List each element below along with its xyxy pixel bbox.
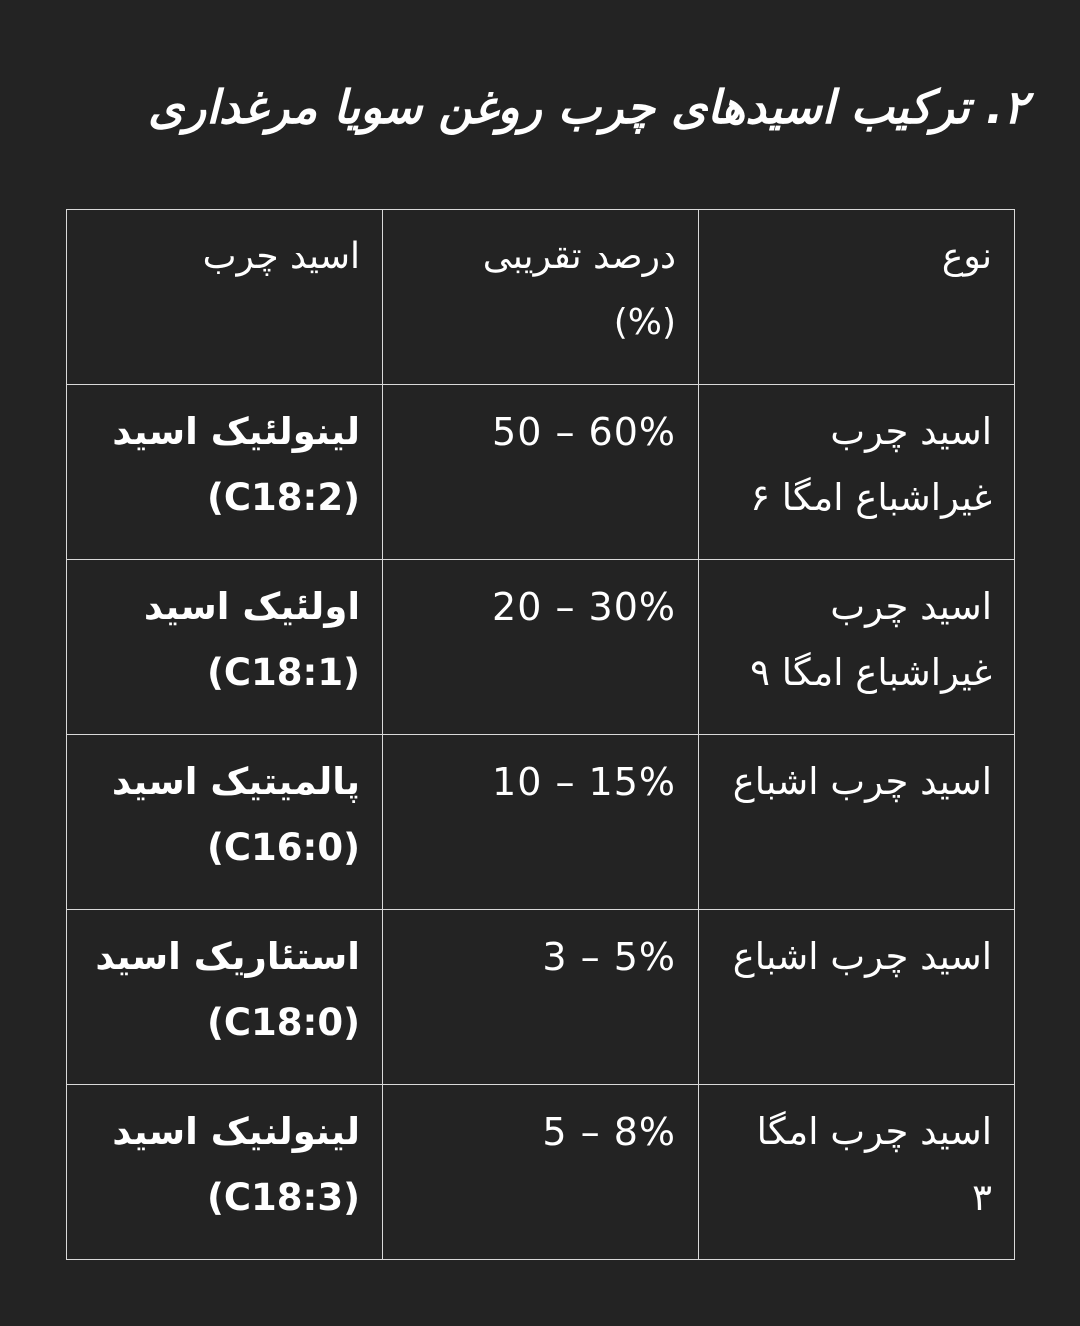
cell-acid	[67, 1085, 383, 1260]
cell-percent	[383, 1085, 699, 1260]
table-row	[67, 1085, 1015, 1260]
header-type	[699, 210, 1015, 385]
cell-acid	[67, 735, 383, 910]
cell-percent	[383, 910, 699, 1085]
table-header-row	[67, 210, 1015, 385]
acid-formula: (C18:3)	[206, 1176, 360, 1219]
cell-percent	[383, 560, 699, 735]
header-acid-label: اسید چرب	[202, 236, 360, 277]
acid-formula: (C18:1)	[206, 651, 360, 694]
table-row	[67, 735, 1015, 910]
table-row	[67, 560, 1015, 735]
acid-name: لینولئیک اسید	[112, 410, 360, 453]
acid-formula: (C16:0)	[206, 826, 360, 869]
fatty-acid-table	[66, 209, 1015, 1260]
acid-name: اولئیک اسید	[143, 585, 360, 628]
percent-range: 5 – 8%	[542, 1110, 676, 1154]
acid-formula: (C18:2)	[206, 476, 360, 519]
cell-percent	[383, 385, 699, 560]
type-line-2: غیراشباع امگا ۹	[750, 651, 992, 694]
cell-acid	[67, 560, 383, 735]
type-line-2: غیراشباع امگا ۶	[750, 476, 992, 519]
page-title: ۲. ترکیب اسیدهای چرب روغن سویا مرغداری	[147, 80, 1028, 134]
percent-range: 50 – 60%	[492, 410, 676, 454]
acid-formula: (C18:0)	[206, 1001, 360, 1044]
fatty-acid-table-container	[66, 209, 1014, 1260]
acid-name: استئاریک اسید	[95, 935, 360, 978]
type-line-1: اسید چرب	[830, 585, 992, 628]
header-percent-unit: (%)	[613, 302, 676, 343]
percent-range: 3 – 5%	[542, 935, 676, 979]
header-percent-label: درصد تقریبی	[482, 236, 676, 277]
cell-acid	[67, 910, 383, 1085]
type-line-2: ۳	[972, 1176, 992, 1219]
cell-acid	[67, 385, 383, 560]
cell-type	[699, 1085, 1015, 1260]
acid-name: لینولنیک اسید	[112, 1110, 360, 1153]
type-line-1: اسید چرب امگا	[756, 1110, 992, 1153]
type-line-1: اسید چرب	[830, 410, 992, 453]
percent-range: 20 – 30%	[492, 585, 676, 629]
header-percent	[383, 210, 699, 385]
header-acid	[67, 210, 383, 385]
type-line-1: اسید چرب اشباع	[732, 935, 992, 978]
acid-name: پالمیتیک اسید	[111, 760, 360, 803]
cell-type	[699, 910, 1015, 1085]
cell-type	[699, 385, 1015, 560]
cell-type	[699, 560, 1015, 735]
table-row	[67, 910, 1015, 1085]
header-type-label: نوع	[941, 236, 992, 277]
type-line-1: اسید چرب اشباع	[732, 760, 992, 803]
percent-range: 10 – 15%	[492, 760, 676, 804]
cell-type	[699, 735, 1015, 910]
table-row	[67, 385, 1015, 560]
cell-percent	[383, 735, 699, 910]
